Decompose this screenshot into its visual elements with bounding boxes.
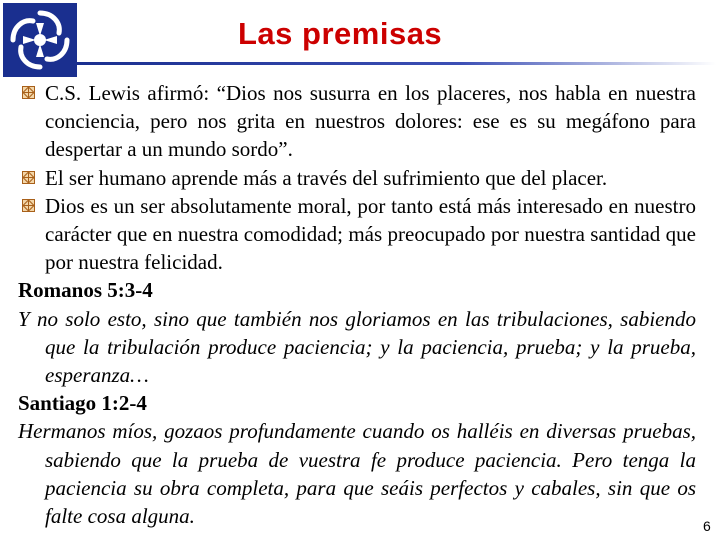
- bullet-item: [18, 79, 696, 164]
- diamond-cross-bullet-icon: [22, 199, 35, 212]
- bullet-text: Dios es un ser absolutamente moral, por tanto está más interesado en nuestro carácter que en nuestra comodidad; más preocupado por nuestra santidad que por nuestra felicidad.: [45, 193, 696, 275]
- diamond-cross-bullet-icon: [22, 86, 35, 99]
- bullet-text: El ser humano aprende más a través del sufrimiento que del placer.: [45, 165, 608, 190]
- bullet-item: [18, 192, 696, 277]
- page-title: Las premisas: [238, 16, 443, 51]
- passage-text: Y no solo esto, sino que también nos gloriamos en las tribulaciones, sabiendo que la tribulación produce paciencia; y la paciencia, prueba; y la prueba, esperanza…: [18, 306, 696, 388]
- slide-body: [18, 79, 696, 530]
- passage-reference: Romanos 5:3-4: [18, 278, 153, 303]
- bullet-text: C.S. Lewis afirmó: “Dios nos susurra en los placeres, nos habla en nuestra conciencia, pero nos grita en nuestros dolores: ese es su megáfono para despertar a un mundo sordo”.: [45, 81, 696, 162]
- title-divider: [76, 62, 716, 65]
- page-number: 6: [703, 518, 711, 534]
- bullet-item: [18, 164, 696, 192]
- passage-text: Hermanos míos, gozaos profundamente cuando os halléis en diversas pruebas, sabiendo que la prueba de vuestra fe produce paciencia. Pero tenga la paciencia su obra completa, para que seáis perfectos y cabales, sin que os falte cosa alguna.: [18, 419, 696, 529]
- diamond-cross-bullet-icon: [22, 171, 35, 184]
- passage-reference: Santiago 1:2-4: [18, 391, 147, 416]
- circular-hands-logo: [3, 3, 77, 77]
